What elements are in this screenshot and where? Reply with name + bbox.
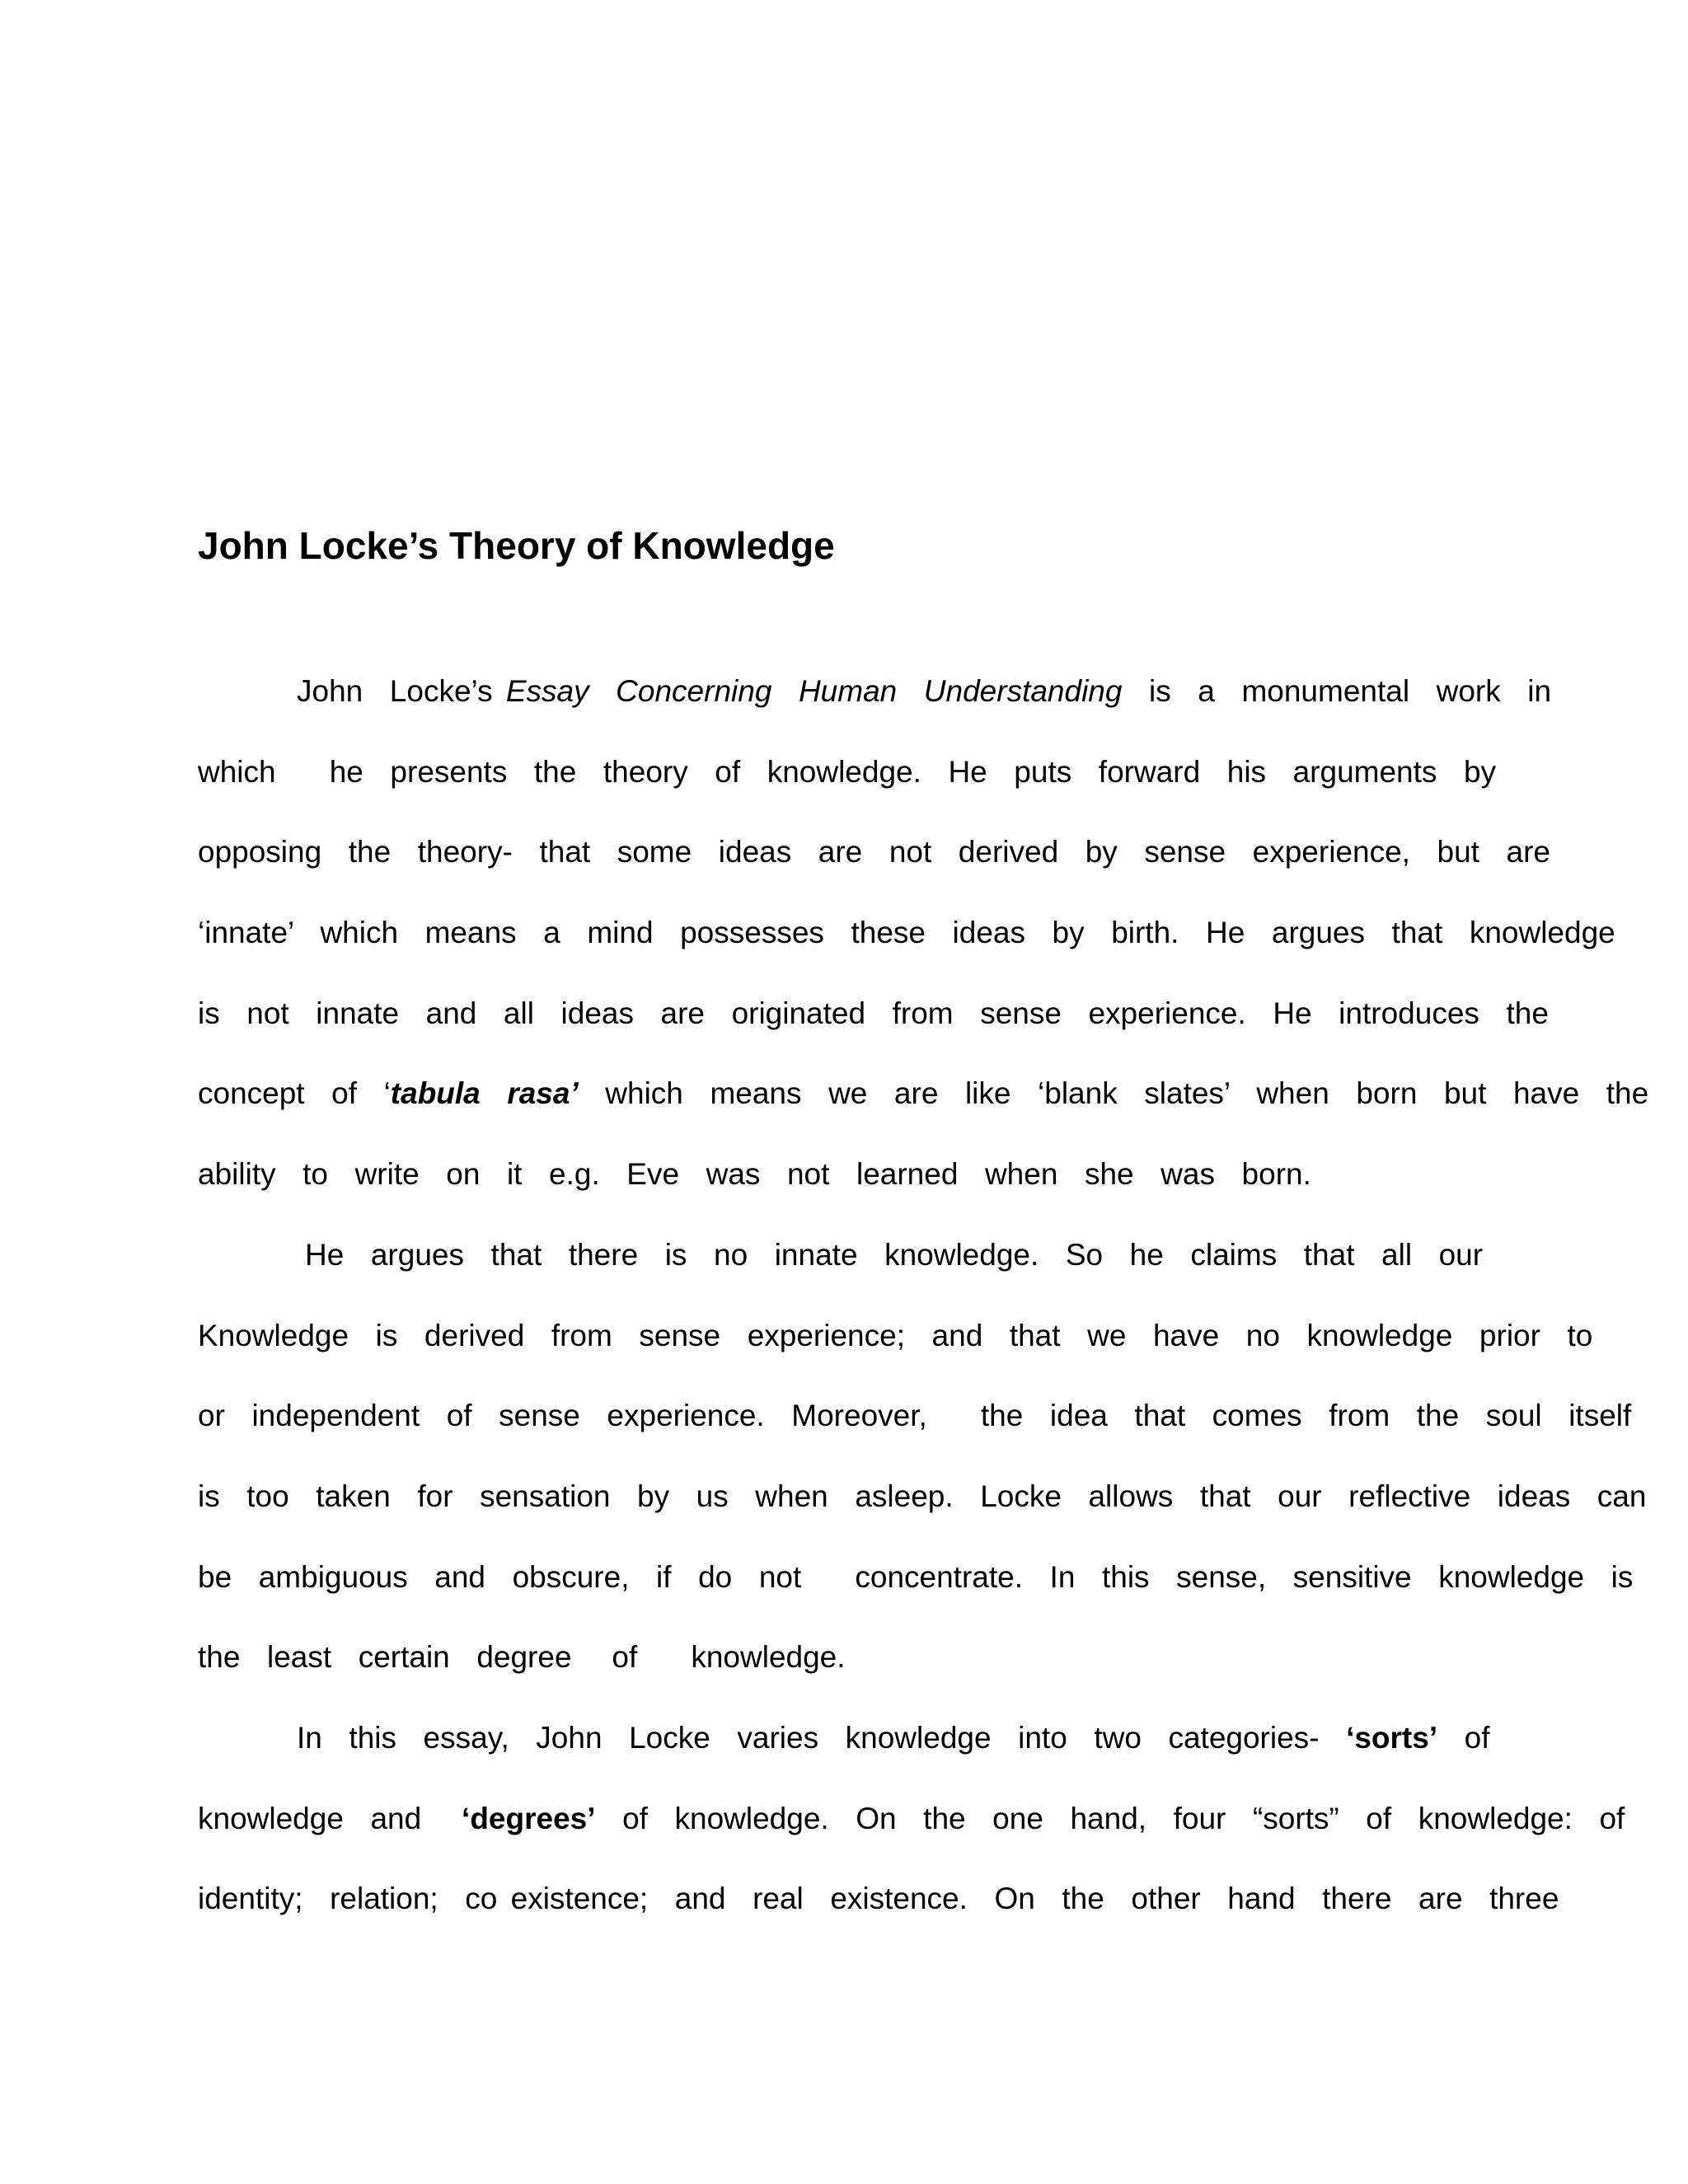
- text-run: which he presents the theory of knowledge. He puts forward his arguments by: [198, 754, 1497, 789]
- text-run: is a monumental work in: [1122, 674, 1552, 708]
- text-run: of: [1437, 1720, 1490, 1755]
- bold-italic-term: tabula rasa’: [390, 1076, 579, 1111]
- paragraph-line: [198, 812, 1550, 893]
- paragraph-line: [198, 1537, 1634, 1618]
- text-run: ‘innate’ which means a mind possesses these ideas by birth. He argues that knowledge: [198, 916, 1615, 950]
- essay-body: [198, 651, 1649, 1939]
- text-run: ability to write on it e.g. Eve was not learned when she was born.: [198, 1157, 1311, 1192]
- paragraph-line: [198, 1376, 1632, 1456]
- bold-term: ‘degrees’: [462, 1801, 596, 1835]
- text-run: opposing the theory- that some ideas are not derived by sense experience, but are: [198, 835, 1550, 869]
- text-run: is too taken for sensation by us when asleep. Locke allows that our reflective ideas can: [198, 1479, 1647, 1513]
- paragraph-line: [198, 1617, 1500, 1698]
- text-run: of knowledge. On the one hand, four “sorts” of knowledge: of: [595, 1801, 1625, 1835]
- paragraph-line: [198, 893, 1615, 973]
- text-run: or independent of sense experience. Moreover, the idea that comes from the soul itself: [198, 1399, 1632, 1433]
- italic-title: Essay Concerning Human Understanding: [505, 674, 1123, 708]
- paragraph-line: [198, 1779, 1625, 1859]
- paragraph-line: [198, 1134, 1500, 1215]
- paragraph-line: [198, 1698, 1500, 1779]
- text-run: In this essay, John Locke varies knowledge into two categories-: [297, 1720, 1347, 1755]
- text-run: concept of ‘: [198, 1076, 391, 1111]
- paragraph-line: [198, 1858, 1559, 1939]
- text-run: be ambiguous and obscure, if do not concentrate. In this sense, sensitive knowledge is: [198, 1559, 1634, 1594]
- paragraph-line: [198, 732, 1500, 813]
- document-title: John Locke’s Theory of Knowledge: [198, 524, 835, 567]
- paragraph-line: [198, 1456, 1647, 1537]
- text-run: John Locke’s: [297, 674, 506, 708]
- text-run: He argues that there is no innate knowledge. So he claims that all our: [305, 1237, 1484, 1272]
- text-run: Knowledge is derived from sense experience; and that we have no knowledge prior to: [198, 1318, 1593, 1352]
- text-run: identity; relation; co existence; and real existence. On the other hand there are three: [198, 1882, 1559, 1916]
- text-run: is not innate and all ideas are originated from sense experience. He introduces the: [198, 996, 1549, 1030]
- text-run: which means we are like ‘blank slates’ when born but have the: [578, 1076, 1649, 1111]
- paragraph-line: [198, 973, 1549, 1054]
- paragraph-line: [198, 651, 1552, 732]
- paragraph-line: [198, 1215, 1500, 1296]
- bold-term: ‘sorts’: [1346, 1720, 1438, 1755]
- paragraph-line: [198, 1053, 1649, 1134]
- text-run: the least certain degree of knowledge.: [198, 1640, 846, 1675]
- paragraph-line: [198, 1296, 1593, 1376]
- text-run: knowledge and: [198, 1801, 462, 1835]
